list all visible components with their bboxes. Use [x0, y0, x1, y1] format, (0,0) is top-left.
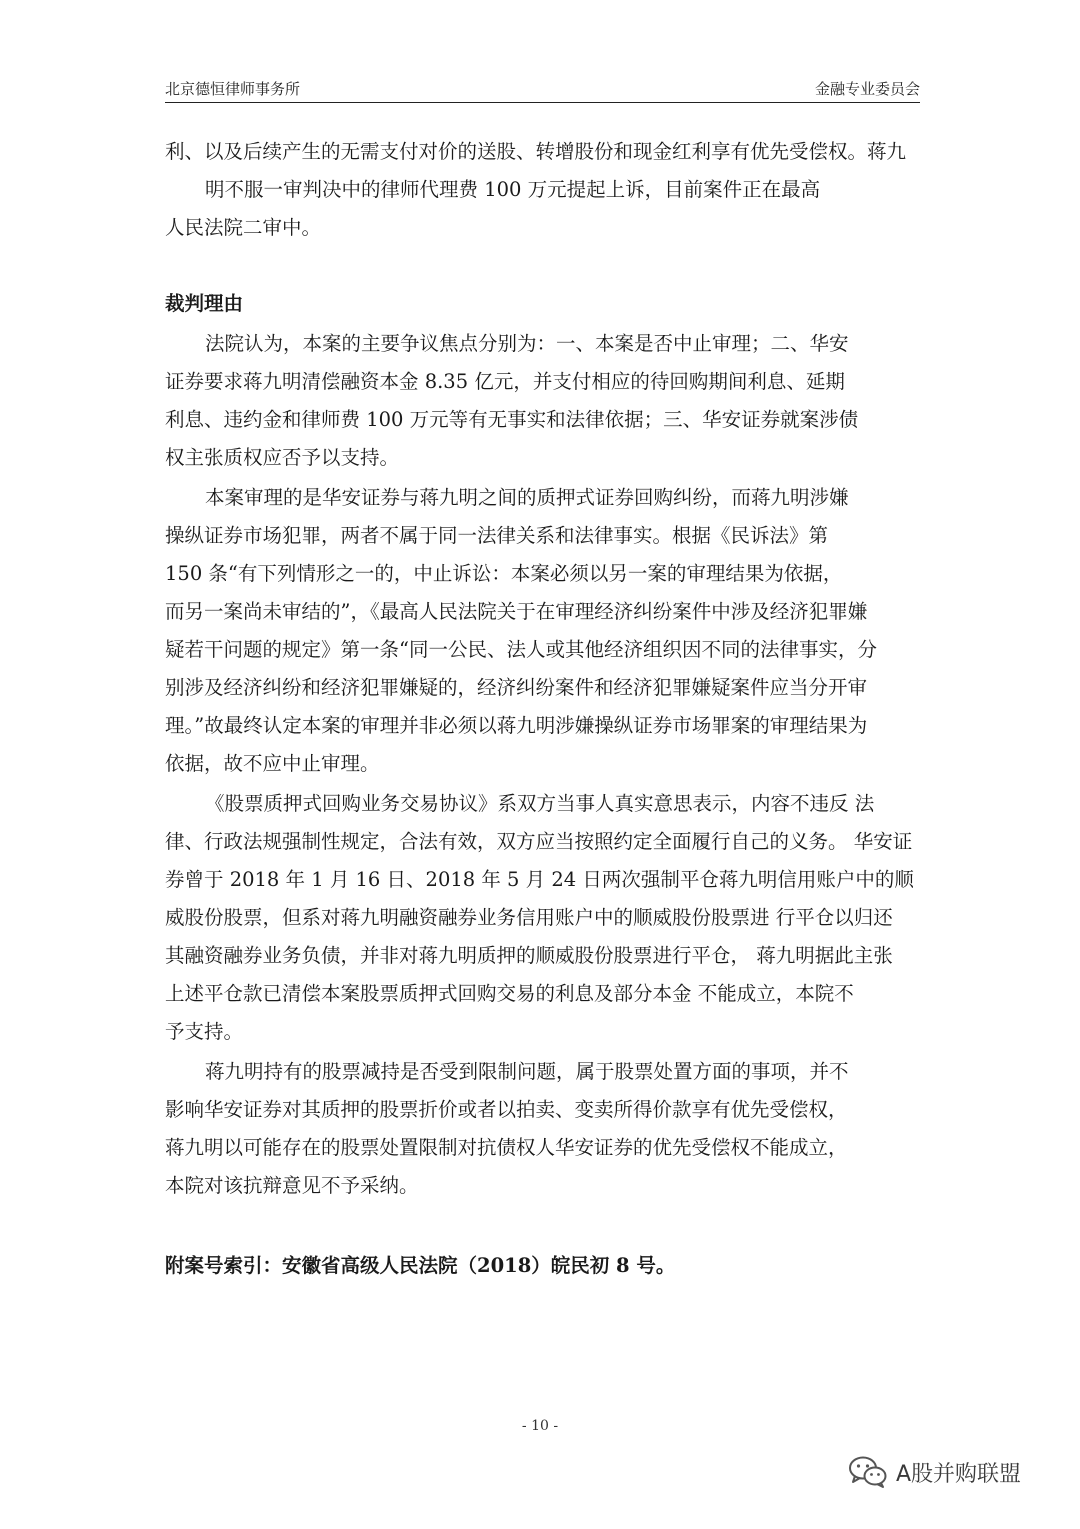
body-line: 明不服一审判决中的律师代理费 100 万元提起上诉，目前案件正在最高: [205, 178, 821, 201]
section-heading: 裁判理由: [165, 292, 244, 315]
body-line: 别涉及经济纠纷和经济犯罪嫌疑的，经济纠纷案件和经济犯罪嫌疑案件应当分开审: [165, 676, 868, 699]
body-line: 人民法院二审中。: [165, 216, 322, 239]
body-line: 而另一案尚未审结的”，《最高人民法院关于在审理经济纠纷案件中涉及经济犯罪嫌: [165, 600, 868, 623]
body-line: 律、行政法规强制性规定，合法有效，双方应当按照约定全面履行自己的义务。 华安证: [165, 830, 913, 853]
wechat-icon: [848, 1455, 888, 1489]
body-line: 利息、违约金和律师费 100 万元等有无事实和法律依据；三、华安证券就案涉债: [165, 408, 859, 431]
body-line: 法院认为，本案的主要争议焦点分别为：一、本案是否中止审理；二、华安: [205, 332, 849, 355]
page-number: - 10 -: [521, 1418, 559, 1434]
page-header: [165, 76, 920, 103]
header-firm-name: 北京德恒律师事务所: [165, 80, 301, 98]
watermark-text: A股并购联盟: [896, 1461, 1022, 1487]
body-line: 理。”故最终认定本案的审理并非必须以蒋九明涉嫌操纵证券市场罪案的审理结果为: [165, 714, 868, 737]
body-line: 其融资融券业务负债，并非对蒋九明质押的顺威股份股票进行平仓， 蒋九明据此主张: [165, 944, 893, 967]
body-line: 蒋九明以可能存在的股票处置限制对抗债权人华安证券的优先受偿权不能成立，: [165, 1136, 848, 1159]
body-line: 权主张质权应否予以支持。: [165, 446, 400, 469]
case-number-index: 附案号索引：安徽省高级人民法院（2018）皖民初 8 号。: [165, 1254, 676, 1277]
watermark: [848, 1452, 1021, 1492]
body-line: 《股票质押式回购业务交易协议》系双方当事人真实意思表示，内容不违反 法: [205, 792, 875, 815]
body-line: 券曾于 2018 年 1 月 16 日、2018 年 5 月 24 日两次强制平仓蒋九明信用账户中的顺: [165, 868, 914, 891]
body-line: 证券要求蒋九明清偿融资本金 8.35 亿元，并支付相应的待回购期间利息、延期: [165, 370, 845, 393]
body-line: 蒋九明持有的股票减持是否受到限制问题，属于股票处置方面的事项，并不: [205, 1060, 849, 1083]
body-line: 操纵证券市场犯罪，两者不属于同一法律关系和法律事实。根据《民诉法》第: [165, 524, 829, 547]
body-line: 本案审理的是华安证券与蒋九明之间的质押式证券回购纠纷，而蒋九明涉嫌: [205, 486, 849, 509]
body-line: 疑若干问题的规定》第一条“同一公民、法人或其他经济组织因不同的法律事实，分: [165, 638, 877, 661]
body-line: 威股份股票，但系对蒋九明融资融券业务信用账户中的顺威股份股票进 行平仓以归还: [165, 906, 893, 929]
body-line: 150 条“有下列情形之一的，中止诉讼：本案必须以另一案的审理结果为依据，: [165, 562, 843, 585]
body-line: 予支持。: [165, 1020, 244, 1043]
body-line: 利、以及后续产生的无需支付对价的送股、转增股份和现金红利享有优先受偿权。蒋九: [165, 140, 907, 163]
body-line: 本院对该抗辩意见不予采纳。: [165, 1174, 419, 1197]
header-committee-name: 金融专业委员会: [814, 80, 920, 98]
body-line: 影响华安证券对其质押的股票折价或者以拍卖、变卖所得价款享有优先受偿权，: [165, 1098, 848, 1121]
body-line: 上述平仓款已清偿本案股票质押式回购交易的利息及部分本金 不能成立，本院不: [165, 982, 854, 1005]
body-line: 依据，故不应中止审理。: [165, 752, 380, 775]
